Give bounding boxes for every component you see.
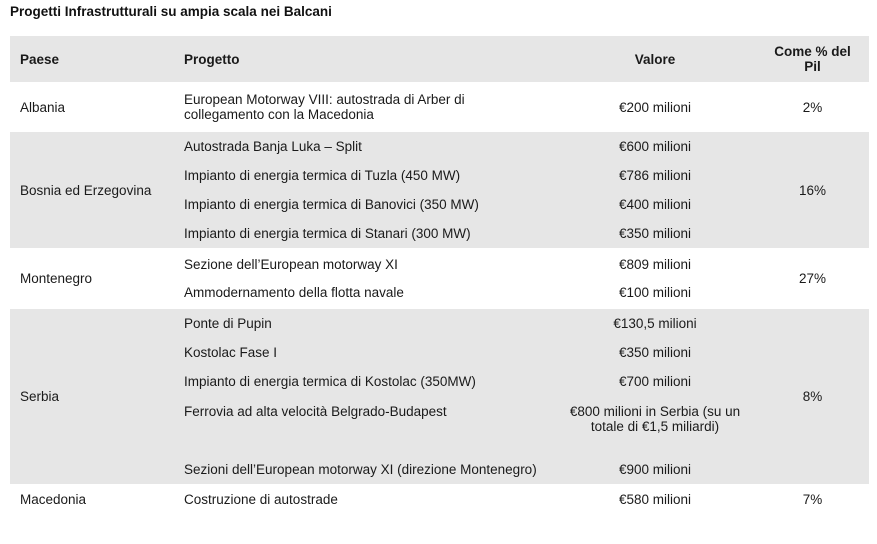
value-cell: €600 milioni — [554, 131, 756, 161]
project-cell: Kostolac Fase I — [174, 338, 554, 368]
project-cell: Ponte di Pupin — [174, 308, 554, 338]
country-cell: Bosnia ed Erzegovina — [10, 131, 174, 249]
group-montenegro — [10, 249, 869, 308]
value-cell: €700 milioni — [554, 367, 756, 397]
value-cell: €786 milioni — [554, 161, 756, 191]
header-progetto: Progetto — [174, 36, 554, 83]
project-cell: European Motorway VIII: autostrada di Arber di collegamento con la Macedonia — [174, 83, 554, 131]
table-row — [10, 249, 869, 279]
project-cell: Costruzione di autostrade — [174, 485, 554, 512]
table-row — [10, 485, 869, 512]
country-cell: Montenegro — [10, 249, 174, 308]
header-row — [10, 36, 869, 83]
country-cell: Albania — [10, 83, 174, 131]
pil-cell: 16% — [756, 131, 869, 249]
header-valore: Valore — [554, 36, 756, 83]
value-cell: €100 milioni — [618, 285, 692, 301]
country-cell: Macedonia — [10, 485, 174, 512]
country-cell: Serbia — [10, 308, 174, 485]
value-cell: €809 milioni — [554, 249, 756, 279]
header-paese: Paese — [10, 36, 174, 83]
pil-cell: 2% — [756, 83, 869, 131]
value-cell: €350 milioni — [554, 338, 756, 368]
value-cell: €130,5 milioni — [554, 308, 756, 338]
table-row — [10, 308, 869, 338]
value-cell: €580 milioni — [554, 485, 756, 512]
pil-cell: 8% — [756, 308, 869, 485]
table-title: Progetti Infrastrutturali su ampia scala nei Balcani — [10, 4, 332, 19]
project-cell: Ferrovia ad alta velocità Belgrado-Budapest — [174, 397, 554, 456]
pil-cell: 27% — [756, 249, 869, 308]
table-row — [10, 83, 869, 131]
group-bosnia — [10, 131, 869, 249]
table-row — [10, 131, 869, 161]
project-cell: Impianto di energia termica di Stanari (300 MW) — [174, 220, 554, 250]
project-cell: Sezione dell’European motorway XI — [174, 249, 554, 279]
project-cell: Impianto di energia termica di Kostolac (350MW) — [174, 367, 554, 397]
value-cell: €800 milioni in Serbia (su un totale di €1,5 miliardi) — [554, 397, 756, 456]
project-cell: Impianto di energia termica di Banovici (350 MW) — [174, 190, 554, 220]
value-cell: €400 milioni — [554, 190, 756, 220]
value-cell: €200 milioni — [554, 83, 756, 131]
project-cell: Impianto di energia termica di Tuzla (450 MW) — [174, 161, 554, 191]
pil-cell: 7% — [756, 485, 869, 512]
group-serbia — [10, 308, 869, 485]
value-cell: €350 milioni — [554, 220, 756, 250]
project-cell: Sezioni dell’European motorway XI (direzione Montenegro) — [174, 456, 554, 486]
group-albania — [10, 83, 869, 131]
project-cell: Ammodernamento della flotta navale — [184, 285, 404, 301]
group-macedonia — [10, 485, 869, 512]
value-cell: €900 milioni — [554, 456, 756, 486]
project-cell: Autostrada Banja Luka – Split — [174, 131, 554, 161]
header-pil: Come % del Pil — [756, 36, 869, 83]
projects-table — [10, 36, 869, 512]
